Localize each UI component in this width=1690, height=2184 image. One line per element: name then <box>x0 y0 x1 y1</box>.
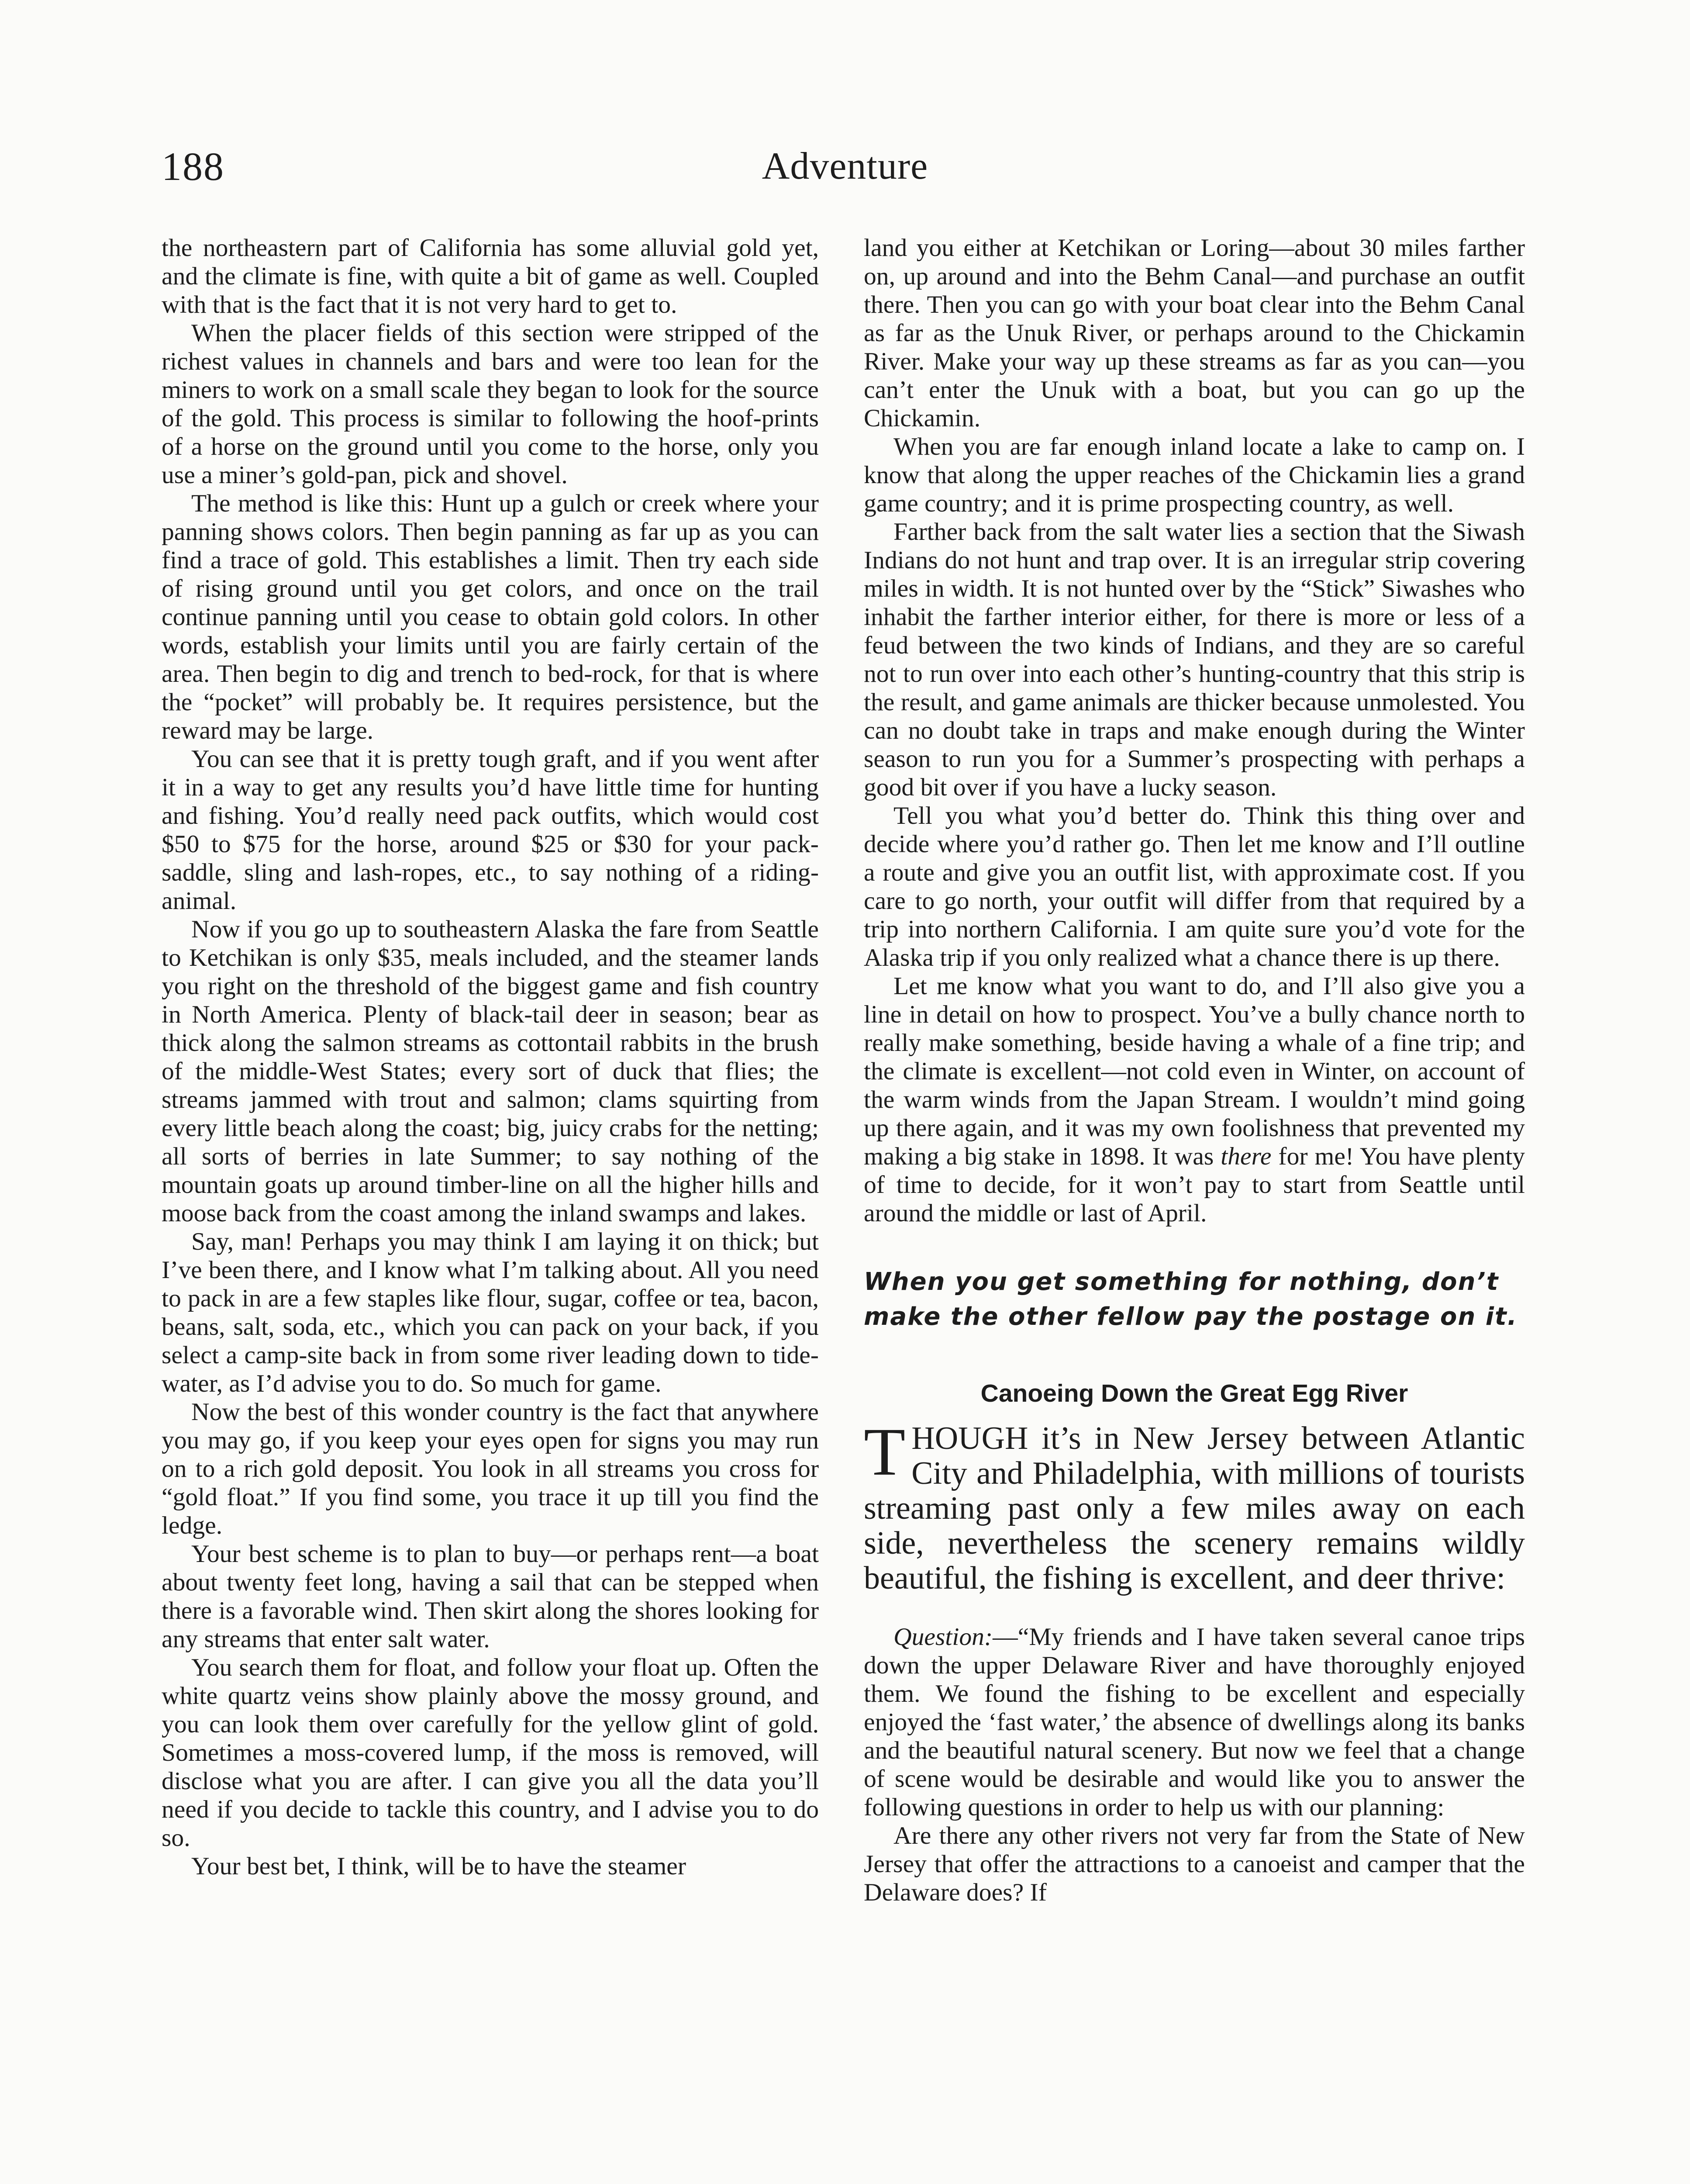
paragraph: You can see that it is pretty tough graft, and if you went after it in a way to get any results you’d have little time for hunting and fishing. You’d really need pack outfits, which would cost $50 to $75 for the horse, around $25 or $30 for your pack-saddle, sling and lash-ropes, etc., to say nothing of a riding-animal. <box>162 745 819 915</box>
lead-paragraph <box>864 1414 1525 1596</box>
paragraph <box>864 972 1525 1227</box>
question-paragraph <box>864 1623 1525 1821</box>
drop-cap: T <box>864 1414 906 1489</box>
paragraph: the northeastern part of California has some alluvial gold yet, and the climate is fine, with quite a bit of game as well. Coupled with that is the fact that it is not very hard to get to. <box>162 234 819 318</box>
paragraph: Say, man! Perhaps you may think I am laying it on thick; but I’ve been there, and I know what I’m talking about. All you need to pack in are a few staples like flour, sugar, coffee or tea, bacon, beans, salt, soda, etc., which you can pack on your back, if you select a camp-site back in from some river leading down to tide-water, as I’d advise you to do. So much for game. <box>162 1228 819 1397</box>
paragraph: Now the best of this wonder country is the fact that anywhere you may go, if you keep your eyes open for signs you may run on to a rich gold deposit. You look in all streams you cross for “gold float.” If you find some, you trace it up till you find the ledge. <box>162 1398 819 1539</box>
paragraph: land you either at Ketchikan or Loring—about 30 miles farther on, up around and into the Behm Canal—and purchase an outfit there. Then you can go with your boat clear into the Behm Canal as far as the Unuk River, or perhaps around to the Chickamin River. Make your way up these streams as far as you can—you can’t enter the Unuk with a boat, but you can go up the Chickamin. <box>864 234 1525 432</box>
paragraph-text: Let me know what you want to do, and I’ll also give you a line in detail on how to prospect. You’ve a bully chance north to really make something, beside having a whale of a fine trip; and the climate is excellent—not cold even in Winter, on account of the warm winds from the Japan Stream. I wouldn’t mind going up there again, and it was my own foolishness that prevented my making a big stake in 1898. It was <box>864 972 1525 1170</box>
paragraph: When the placer fields of this section were stripped of the richest values in channels and bars and were too lean for the miners to work on a small scale they began to look for the source of the gold. This process is similar to following the hoof-prints of a horse on the ground until you come to the horse, only you use a miner’s gold-pan, pick and shovel. <box>162 319 819 489</box>
paragraph: The method is like this: Hunt up a gulch or creek where your panning shows colors. Then begin panning as far up as you can find a trace of gold. This establishes a limit. Then try each side of rising ground until you get colors, and once on the trail continue panning until you cease to obtain gold colors. In other words, establish your limits until you are fairly certain of the area. Then begin to dig and trench to bed-rock, for that is where the “pocket” will probably be. It requires persistence, but the reward may be large. <box>162 490 819 744</box>
paragraph: When you are far enough inland locate a lake to camp on. I know that along the upper reaches of the Chickamin lies a grand game country; and it is prime prospecting country, as well. <box>864 433 1525 517</box>
right-column <box>864 234 1525 1907</box>
tagline: When you get something for nothing, don’t make the other fellow pay the postage on it. <box>864 1268 1518 1331</box>
section-heading: Canoeing Down the Great Egg River <box>980 1379 1408 1407</box>
paragraph-text: for me! You have plenty of time to decide, for it won’t pay to start from Seattle until around the middle or last of April. <box>864 1143 1525 1227</box>
paragraph: Now if you go up to southeastern Alaska the fare from Seattle to Ketchikan is only $35, meals included, and the steamer lands you right on the threshold of the biggest game and fish country in North America. Plenty of black-tail deer in season; bear as thick along the salmon streams as cottontail rabbits in the brush of the middle-West States; every sort of duck that flies; the streams jammed with trout and salmon; clams squirting from every little beach along the coast; big, juicy crabs for the netting; all sorts of berries in late Summer; to say nothing of the mountain goats up around timber-line on all the higher hills and moose back from the coast among the inland swamps and lakes. <box>162 916 819 1227</box>
page-number: 188 <box>162 144 224 189</box>
question-label: Question: <box>893 1623 993 1651</box>
paragraph: Your best scheme is to plan to buy—or perhaps rent—a boat about twenty feet long, having a sail that can be stepped when there is a favorable wind. Then skirt along the shores looking for any streams that enter salt water. <box>162 1540 819 1653</box>
paragraph: Tell you what you’d better do. Think this thing over and decide where you’d rather go. Then let me know and I’ll outline a route and give you an outfit list, with approximate cost. If you care to go north, your outfit will differ from that required by a trip into northern California. I am quite sure you’d vote for the Alaska trip if you only realized what a chance there is up there. <box>864 802 1525 971</box>
magazine-title: Adventure <box>762 145 928 187</box>
paragraph: Your best bet, I think, will be to have the steamer <box>191 1852 686 1880</box>
paragraph: You search them for float, and follow your float up. Often the white quartz veins show plainly above the mossy ground, and you can look them over carefully for the yellow glint of gold. Sometimes a moss-covered lump, if the moss is removed, will disclose what you are after. I can give you all the data you’ll need if you decide to tackle this country, and I advise you to do so. <box>162 1654 819 1852</box>
emphasis-text: there <box>1221 1143 1272 1170</box>
paragraph: Are there any other rivers not very far from the State of New Jersey that offer the attractions to a canoeist and camper that the Delaware does? If <box>864 1822 1525 1906</box>
paragraph: Farther back from the salt water lies a section that the Siwash Indians do not hunt and trap over. It is an irregular strip covering miles in width. It is not hunted over by the “Stick” Siwashes who inhabit the farther interior either, for there is more or less of a feud between the two kinds of Indians, and they are so careful not to run over into each other’s hunting-country that this strip is the result, and game animals are thicker because unmolested. You can no doubt take in traps and make enough during the Winter season to run you for a Summer’s prospecting with perhaps a good bit over if you have a lucky season. <box>864 518 1525 801</box>
lead-text: HOUGH it’s in New Jersey between Atlantic City and Philadelphia, with millions of tourists streaming past only a few miles away on each side, nevertheless the scenery remains wildly beautiful, the fishing is excellent, and deer thrive: <box>864 1420 1525 1596</box>
question-text: —“My friends and I have taken several canoe trips down the upper Delaware River and have thoroughly enjoyed them. We found the fishing to be excellent and especially enjoyed the ‘fast water,’ the absence of dwellings along its banks and the beautiful natural scenery. But now we feel that a change of scene would be desirable and would like you to answer the following questions in order to help us with our planning: <box>864 1623 1525 1821</box>
left-column <box>162 234 819 1880</box>
